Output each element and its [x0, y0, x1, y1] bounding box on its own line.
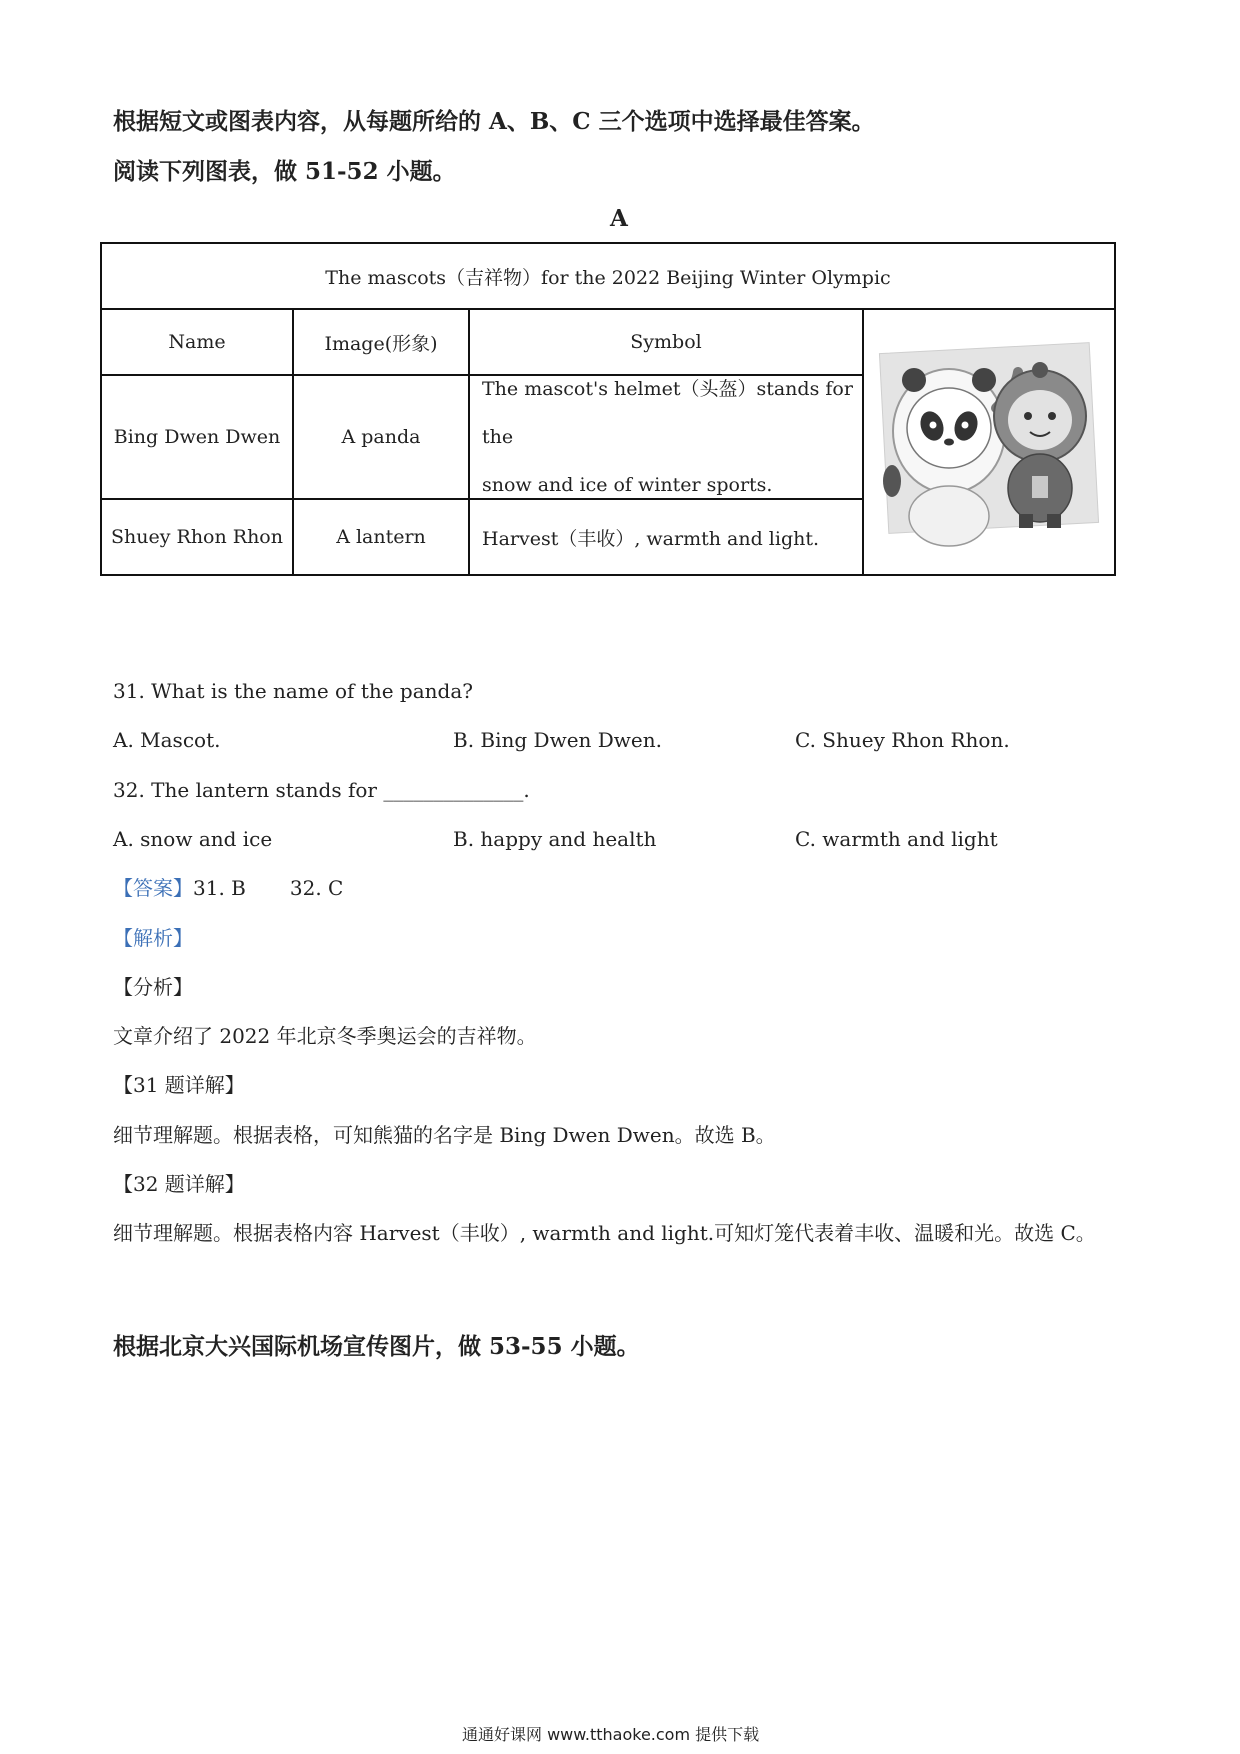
- instruction-line-1: 根据短文或图表内容，从每题所给的 A、B、C 三个选项中选择最佳答案。: [113, 108, 875, 135]
- question-31: 31. What is the name of the panda?: [113, 679, 473, 703]
- analysis-summary: 文章介绍了 2022 年北京冬季奥运会的吉祥物。: [113, 1024, 537, 1048]
- row1-symbol: [470, 376, 862, 498]
- answer-32: 32. C: [289, 876, 344, 900]
- q32-detail-text: 细节理解题。根据表格内容 Harvest（丰收）, warmth and light.可知灯笼代表着丰收、温暖和光。故选 C。: [113, 1221, 1096, 1245]
- table-title: The mascots（吉祥物）for the 2022 Beijing Winter Olympic: [325, 266, 891, 289]
- q32-option-c: C. warmth and light: [795, 827, 998, 851]
- answer-label: 【答案】: [113, 876, 193, 900]
- instruction-line-2: 阅读下列图表，做 51-52 小题。: [113, 158, 456, 185]
- question-32: 32. The lantern stands for ______________.: [113, 778, 530, 802]
- jiexi-label: 【解析】: [113, 926, 193, 950]
- answer-31: 31. B: [193, 876, 246, 900]
- section-label: A: [610, 205, 628, 232]
- row1-name: Bing Dwen Dwen: [113, 426, 281, 448]
- mascot-image: [874, 316, 1110, 568]
- next-section-heading: 根据北京大兴国际机场宣传图片，做 53-55 小题。: [113, 1333, 640, 1360]
- header-symbol: Symbol: [630, 331, 702, 353]
- row1-symbol-line2: snow and ice of winter sports.: [482, 474, 773, 496]
- fenxi-label: 【分析】: [113, 975, 193, 999]
- q32-detail-label: 【32 题详解】: [113, 1172, 245, 1196]
- q31-detail-text: 细节理解题。根据表格，可知熊猫的名字是 Bing Dwen Dwen。故选 B。: [113, 1123, 776, 1147]
- q32-option-b: B. happy and health: [453, 827, 657, 851]
- row2-image: A lantern: [336, 526, 426, 548]
- page-footer: 通通好课网 www.tthaoke.com 提供下载: [462, 1725, 760, 1744]
- answer-line: [113, 875, 343, 901]
- q31-detail-label: 【31 题详解】: [113, 1073, 245, 1097]
- header-name: Name: [168, 331, 226, 353]
- row2-symbol: Harvest（丰收）, warmth and light.: [482, 527, 820, 550]
- row1-image: A panda: [341, 426, 421, 448]
- q31-option-b: B. Bing Dwen Dwen.: [453, 728, 663, 752]
- q32-option-a: A. snow and ice: [113, 827, 273, 851]
- header-image: Image(形象): [324, 332, 438, 355]
- mascot-table: [100, 242, 1116, 576]
- q31-option-a: A. Mascot.: [113, 728, 221, 752]
- row1-symbol-line1: The mascot's helmet（头盔）stands for the: [482, 378, 853, 448]
- row2-name: Shuey Rhon Rhon: [111, 526, 283, 548]
- q31-option-c: C. Shuey Rhon Rhon.: [795, 728, 1010, 752]
